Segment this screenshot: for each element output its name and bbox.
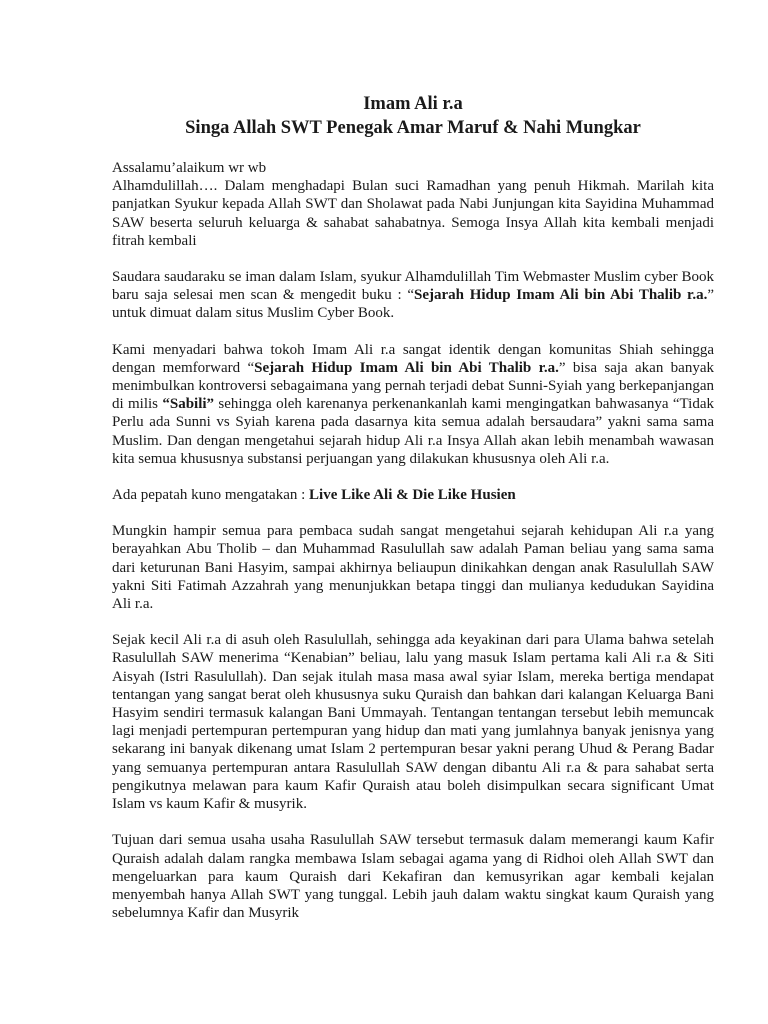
greeting-line: Assalamu’alaikum wr wb <box>112 160 267 176</box>
paragraph-history: Mungkin hampir semua para pembaca sudah sangat mengetahui sejarah kehidupan Ali r.a yang berayahkan Abu Tholib – dan Muhammad Rasulullah saw adalah Paman beliau yang sama sama dari keturunan Bani Hasyim, sampai akhirnya beliaupun dinikahkan dengan anak Rasulullah SAW yakni Siti Fatimah Azzahrah yang menunjukkan betapa tinggi dan mulianya kedudukan Sayidina Ali r.a. <box>112 523 714 613</box>
paragraph-text: sehingga oleh karenanya perkenankanlah kami mengingatkan bahwasanya “Tidak Perlu ada Sunni vs Syiah karena pada dasarnya kita semua adalah bersaudara” yakni sama sama Muslim. Dan dengan mengetahui sejarah hidup Ali r.a Insya Allah akan lebih menambah wawasan kita semua khususnya substansi perjuangan yang dilakukan khususnya oleh Ali r.a. <box>112 396 714 467</box>
paragraph-shiah-note <box>112 341 714 468</box>
paragraph-text: ” bisa saja akan banyak menimbulkan kontroversi sebagaimana yang pernah terjadi debat Sunni-Syiah yang berkepanjangan di milis <box>112 359 714 413</box>
document-title: Imam Ali r.a <box>363 94 463 114</box>
book-title-emphasis: Sejarah Hidup Imam Ali bin Abi Thalib r.a. <box>414 287 708 304</box>
paragraph-opening: Alhamdulillah…. Dalam menghadapi Bulan suci Ramadhan yang penuh Hikmah. Marilah kita panjatkan Syukur kepada Allah SWT dan Sholawat pada Nabi Junjungan kita Sayidina Muhammad SAW beserta seluruh keluarga & sahabat sahabatnya. Semoga Insya Allah kita kembali menjadi fitrah kembali <box>112 178 714 249</box>
document-subtitle: Singa Allah SWT Penegak Amar Maruf & Nahi Mungkar <box>185 118 641 138</box>
document-page <box>112 92 714 940</box>
milis-name-emphasis: “Sabili” <box>162 396 215 413</box>
paragraph-text: Saudara saudaraku se iman dalam Islam, syukur Alhamdulillah Tim Webmaster Muslim cyber Book baru saja selesai men scan & mengedit buku : “ <box>112 269 714 304</box>
paragraph-announcement <box>112 268 714 323</box>
paragraph-text: ” untuk dimuat dalam situs Muslim Cyber Book. <box>112 287 714 322</box>
paragraph-text: Ada pepatah kuno mengatakan : <box>112 487 310 504</box>
book-title-emphasis: Sejarah Hidup Imam Ali bin Abi Thalib r.a. <box>254 359 559 376</box>
paragraph-purpose: Tujuan dari semua usaha usaha Rasulullah SAW tersebut termasuk dalam memerangi kaum Kafir Quraish adalah dalam rangka membawa Islam sebagai agama yang di Ridhoi oleh Allah SWT dan mengeluarkan para kaum Quraish dari Kekafiran dan kemusyrikan agar kembali kejalan menyembah hanya Allah SWT yang tunggal. Lebih jauh dalam waktu singkat kaum Quraish yang sebelumnya Kafir dan Musyrik <box>112 832 714 922</box>
paragraph-text: Kami menyadari bahwa tokoh Imam Ali r.a sangat identik dengan komunitas Shiah sehingga dengan memforward “ <box>112 341 714 376</box>
paragraph-proverb <box>112 486 714 504</box>
paragraph-childhood: Sejak kecil Ali r.a di asuh oleh Rasulullah, sehingga ada keyakinan dari para Ulama bahwa setelah Rasulullah SAW menerima “Kenabian” beliau, lalu yang masuk Islam pertama kali Ali r.a & Siti Aisyah (Istri Rasulullah). Dan sejak itulah masa masa awal syiar Islam, mereka bertiga mendapat tentangan yang sangat berat oleh khususnya suku Quraish dan bahkan dari kalangan Keluarga Bani Hasyim sendiri termasuk kalangan Bani Ummayah. Tentangan tentangan tersebut lebih memuncak lagi menjadi pertempuran pertempuran yang hidup dan mati yang jumlahnya banyak jenisnya yang sekarang ini banyak dikenang umat Islam 2 pertempuran besar yakni perang Uhud & Perang Badar yang semuanya pertempuran antara Rasulullah SAW dengan dibantu Ali r.a & para sahabat serta pengikutnya melawan para kaum Kafir Quraish atau boleh disimpulkan secara significant Umat Islam vs kaum Kafir & musyrik. <box>112 632 714 813</box>
document-title-block <box>112 92 714 140</box>
proverb-emphasis: Live Like Ali & Die Like Husien <box>309 487 516 504</box>
